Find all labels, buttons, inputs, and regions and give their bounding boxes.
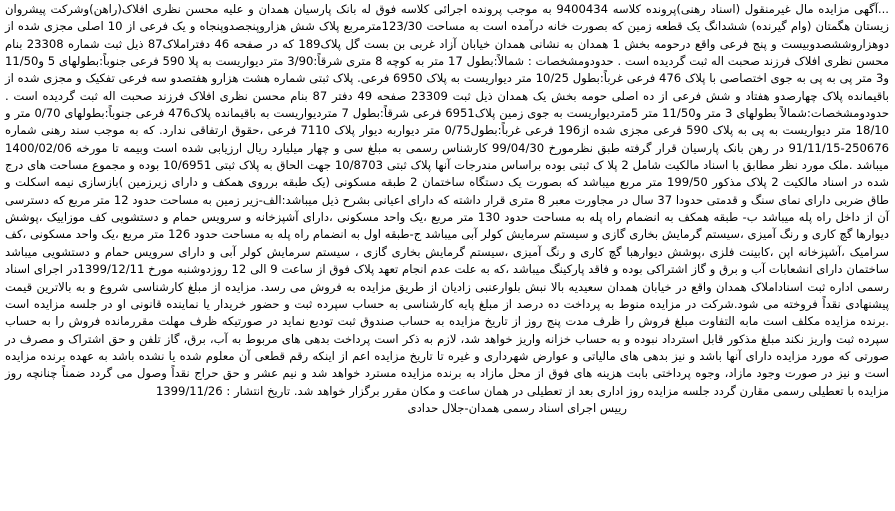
auction-notice bbox=[5, 1, 889, 509]
notice-body: ...آگهی مزایده مال غیرمنقول (اسناد رهنی)پرونده کلاسه 9400434 به موجب پرونده اجرائی کلاسه فوق له بانک پارسیان همدان و علیه محسن نظری افلاک(راهن)وشرکت پیشروان زیستان هگمتان (وام گیرنده) ششدانگ یک قطعه زمین که بصورت خانه درآمده است به مساحت 123/30مترمربع پلاک شش هزاروپنجصدوپنجاه و یک فرعی از 10 اصلی مجزی شده از دوهزاروششصدوبیست و پنج فرعی واقع درحومه بخش 1 همدان به نشانی همدان خیابان آزاد غربی بن بست گل پلاک189 که در صفحه 46 دفتراملاک87 ذیل ثبت شماره 23308 بنام محسن نظری افلاک فرزند صحبت اله ثبت گردیده است . حدودومشخصات : شمالاً:بطول 17 متر به کوچه 8 متری شرقاً:3/90 متر دیواریست به پلا 590 فرعی جنوباً:بطولهای 5 و11/50 و3 متر پی به پی به جوی اختصاصی با پلاک 476 فرعی غرباً:بطول 10/25 متر دیواریست به پلاک 6950 فرعی. پلاک ثبتی شماره هشت هزارو هفتصدو سه فرعی تفکیک و مجزی شده از باقیمانده پلاک چهارصدو هفتاد و شش فرعی از ده اصلی حومه بخش یک همدان ذیل ثبت 23309 صفحه 49 دفتر 87 بنام محسن نظری افلاک فرزند صحبت اله ثبت گردیده است . حدودومشخصات:شمالاً بطولهای 3 متر و11/50 متر 5متردیواریست به جوی زمین پلاک6951 فرعی شرقاً:بطول 7 متردیواریست به باقیمانده پلاک476 فرعی جنوباً:بطولهای 0/70 متر و 18/10 متر دیواریست به پی به پلاک 590 فرعی مجزی شده از196 فرعی غرباً:بطول0/75 متر دیواربه دیوار پلاک 7110 فرعی ،حقوق ارتفاقی ندارد. که به موجب سند رهنی شماره 250676-91/11/15 در رهن بانک پارسیان قرار گرفته طبق نظرمورخ 99/04/30 کارشناس رسمی به مبلغ سی و چهار میلیارد ریال ارزیابی شده است وبیمه تا مورخه 1400/02/06 میباشد .ملک مورد نظر مطابق با اسناد مالکیت شامل 2 پلا ک ثبتی بوده براساس مندرجات آنها پلاک ثبتی 10/8703 جهت الحاق به پلاک ثبتی 10/6951 بوده و مجموع مساحت های درج شده در اسناد مالکیت 2 پلاک مذکور 199/50 متر مربع میباشد که بصورت یک دستگاه ساختمان 2 طبقه مسکونی (یک طبقه برروی همکف و دارای زیرزمین )بازسازی نیمه اسکلت و طاق ضربی دارای نمای سنگ و قدمتی حدودا 37 سال در مجاورت معبر 8 متری قرار داشته که دارای اعیانی بشرح ذیل میباشد:الف-زیر زمین به مساحت حدود 12 متر مربع که دسترسی آن از داخل راه پله میباشد ب- طبقه همکف به انضمام راه پله به مساحت حدود 130 متر مربع ،یک واحد مسکونی ،دارای آشپزخانه و سرویس حمام و دستشویی کف موزاییک ،پوشش دیوارها گچ کاری و رنگ آمیزی ،سیستم گرمایش بخاری گازی و سیستم سرمایش کولر آبی میباشد ج-طبقه اول به انضمام راه پله به مساحت حدود 126 متر مربع ،یک واحد مسکونی ،کف سرامیک ،آشپزخانه اپن ،کابینت فلزی ،پوشش دیوارهبا گچ کاری و رنگ آمیزی ،سیستم گرمایش بخاری گازی ، سیستم سرمایش کولر آبی و دارای سرویس حمام و دستشویی میباشد ساختمان دارای انشعابات آب و برق و گاز اشتراکی بوده و فاقد پارکینگ میباشد ،که به علت عدم انجام تعهد پلاک فوق از ساعت 9 الی 12 روزدوشنبه مورخ 1399/12/11در اجرای اسناد رسمی اداره ثبت اسناداملاک همدان واقع در خیابان همدان سعیدیه بالا نبش بلوارعنبی زادیان از طریق مزایده به فروش می رسد. مزایده از مبلغ کارشناسی شروع و به بالاترین قیمت پیشنهادی نقداً فروخته می شود.شرکت در مزایده منوط به پرداخت ده درصد از مبلغ پایه کارشناسی به حساب سپرده ثبت و حضور خریدار یا نماینده قانونی او در جلسه مزایده است .برنده مزایده مکلف است مابه التفاوت مبلغ فروش را ظرف مدت پنج روز از تاریخ مزایده به حساب صندوق ثبت تودیع نماید در صورتیکه ظرف مهلت مقررمانده فروش را به حساب سپرده ثبت واریز نکند مبلغ مذکور قابل استرداد نبوده و به حساب خزانه واریز خواهد شد، لازم به ذکر است پرداخت بدهی های مربوط به آب، برق، گاز تلفن و حق اشتراک و مصرف در صورتی که مورد مزایده دارای آنها باشد و نیز بدهی های مالیاتی و عوارض شهرداری و غیره تا تاریخ مزایده اعم از اینکه رقم قطعی آن معلوم شده یا نشده باشد به عهده برنده مزایده است و نیز در صورت وجود مازاد، وجوه پرداختی بابت هزینه های فوق از محل مازاد به برنده مزایده مسترد خواهد شد و نیم عشر و حق حراج نقداً وصول می گردد ضمناً چنانچه روز مزایده با تعطیلی رسمی مقارن گردد جلسه مزایده روز اداری بعد از تعطیلی در همان ساعت و مکان مقرر برگزار خواهد شد. تاریخ انتشار : 1399/11/26 bbox=[5, 2, 890, 398]
notice-signature: رییس اجرای اسناد رسمی همدان-جلال حدادی bbox=[407, 400, 627, 415]
